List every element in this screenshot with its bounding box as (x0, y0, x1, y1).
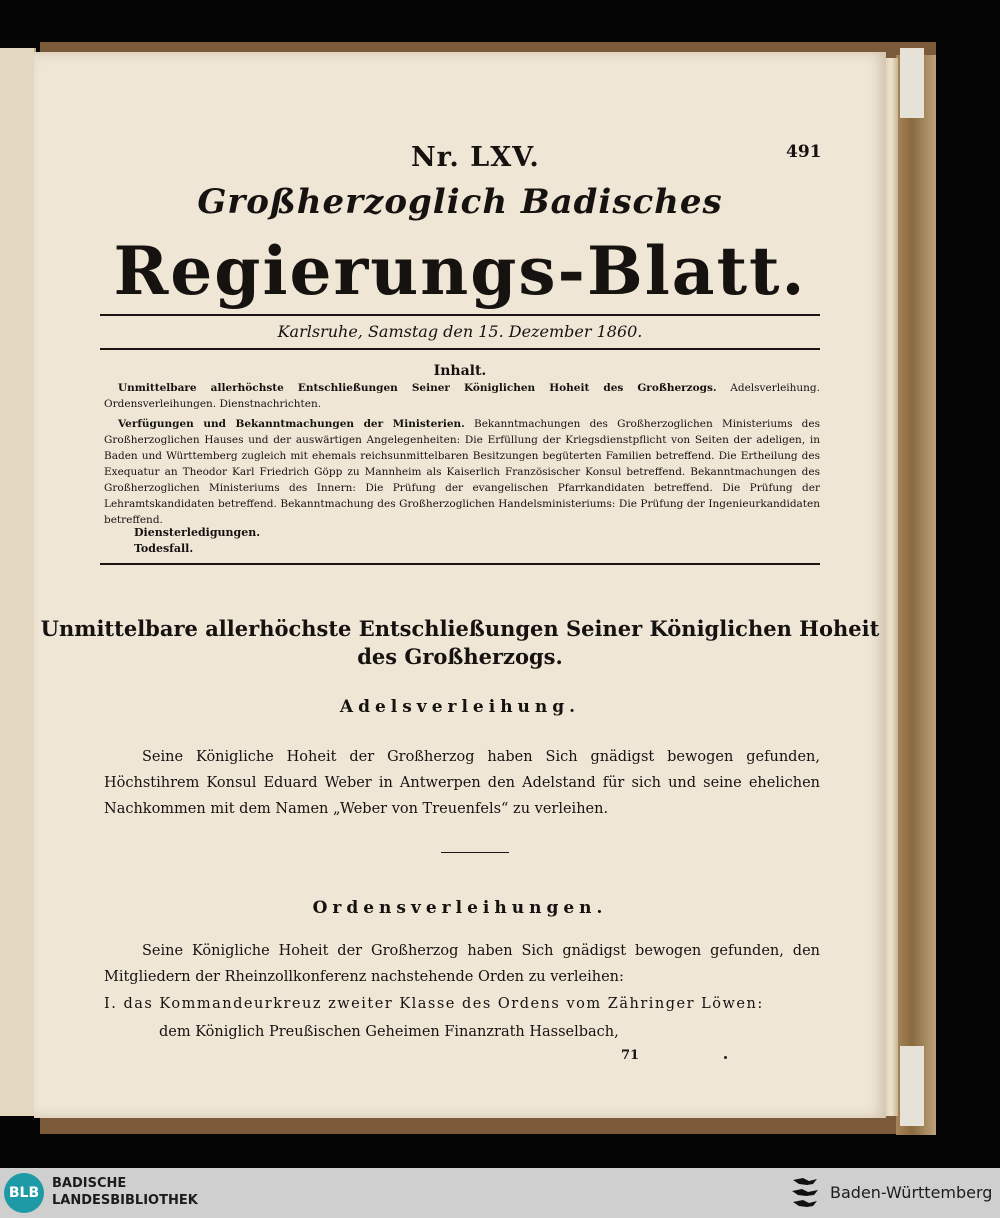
blb-logo[interactable]: BLB (4, 1173, 44, 1213)
section-heading: Unmittelbare allerhöchste Entschließungen Seiner Königlichen Hoheit des Großherzogs. (40, 616, 880, 669)
masthead-title: Regierungs-Blatt. (113, 232, 807, 310)
library-name[interactable] (52, 1175, 198, 1209)
list-item-sub: dem Königlich Preußischen Geheimen Finanzrath Hasselbach, (159, 1024, 619, 1040)
dateline: Karlsruhe, Samstag den 15. Dezember 1860. (277, 322, 643, 341)
left-page-edge (0, 48, 36, 1116)
contents-entry-2 (104, 416, 820, 528)
document-page (34, 52, 886, 1118)
contents-entry-1 (104, 380, 820, 412)
section-divider (441, 852, 509, 853)
board-corner-bottom (900, 1046, 924, 1126)
contents-entry-1-title: Unmittelbare allerhöchste Entschließungen Seiner Königlichen Hoheit des Großherzogs. (118, 382, 717, 394)
book-spine-edge (896, 55, 936, 1135)
contents-entry-2-text: Bekanntmachungen des Großherzoglichen Ministeriums des Großherzoglichen Hauses und der auswärtigen Angelegenheiten: Die Erfüllung der Kriegsdienstpflicht von Seiten der adeligen, in Baden und Württemberg zugleich mit ehemals reichsunmittelbaren Besitzungen begüterten Familien betreffend. Die Ertheilung des Exequatur an Theodor Karl Friedrich Göpp zu Mannheim als Kaiserlich Französischer Konsul betreffend. Bekanntmachungen des Großherzoglichen Ministeriums des Innern: Die Prüfung der evangelischen Pfarrkandidaten betreffend. Die Prüfung der Lehramtskandidaten betreffend. Bekanntmachung des Großherzoglichen Handelsministeriums: Die Prüfung der Ingenieurkandidaten betreffend. (104, 418, 820, 526)
contents-entry-4: Todesfall. (134, 542, 194, 555)
contents-entry-2-title: Verfügungen und Bekanntmachungen der Ministerien. (118, 418, 465, 430)
ink-speck (724, 1056, 727, 1059)
masthead-subtitle: Großherzoglich Badisches (197, 182, 723, 222)
rule-top (100, 314, 820, 316)
contents-entry-3: Diensterledigungen. (134, 526, 261, 539)
contents-entry-1-text: Adelsverleihung. Ordensverleihungen. Dienstnachrichten. (104, 382, 820, 410)
board-corner-top (900, 48, 924, 118)
subheading-adelsverleihung: Adelsverleihung. (339, 697, 581, 717)
paragraph-ordensverleihungen: Seine Königliche Hoheit der Großherzog haben Sich gnädigst bewogen gefunden, den Mitgliedern der Rheinzollkonferenz nachstehende Orden zu verleihen: (104, 943, 820, 985)
page-number: 491 (786, 142, 822, 162)
contents-heading: Inhalt. (433, 363, 487, 379)
sheet-signature: 71 (621, 1048, 640, 1063)
issue-number: Nr. LXV. (411, 142, 540, 173)
paragraph-adelsverleihung: Seine Königliche Hoheit der Großherzog haben Sich gnädigst bewogen gefunden, Höchstihrem Konsul Eduard Weber in Antwerpen den Adelstand für sich und seine ehelichen Nachkommen mit dem Namen „Weber von Treuenfels“ zu verleihen. (104, 749, 820, 817)
rule-below-contents (100, 563, 820, 565)
library-name-line2: LANDESBIBLIOTHEK (52, 1193, 198, 1208)
library-name-line1: BADISCHE (52, 1176, 127, 1191)
rule-below-date (100, 348, 820, 350)
list-item: I. das Kommandeurkreuz zweiter Klasse des Ordens vom Zähringer Löwen: (104, 996, 764, 1012)
subheading-ordensverleihungen: Ordensverleihungen. (312, 898, 608, 918)
page-stack-edge (884, 58, 898, 1116)
state-name[interactable]: Baden-Württemberg (830, 1183, 993, 1202)
lions-crest-icon (789, 1174, 821, 1212)
